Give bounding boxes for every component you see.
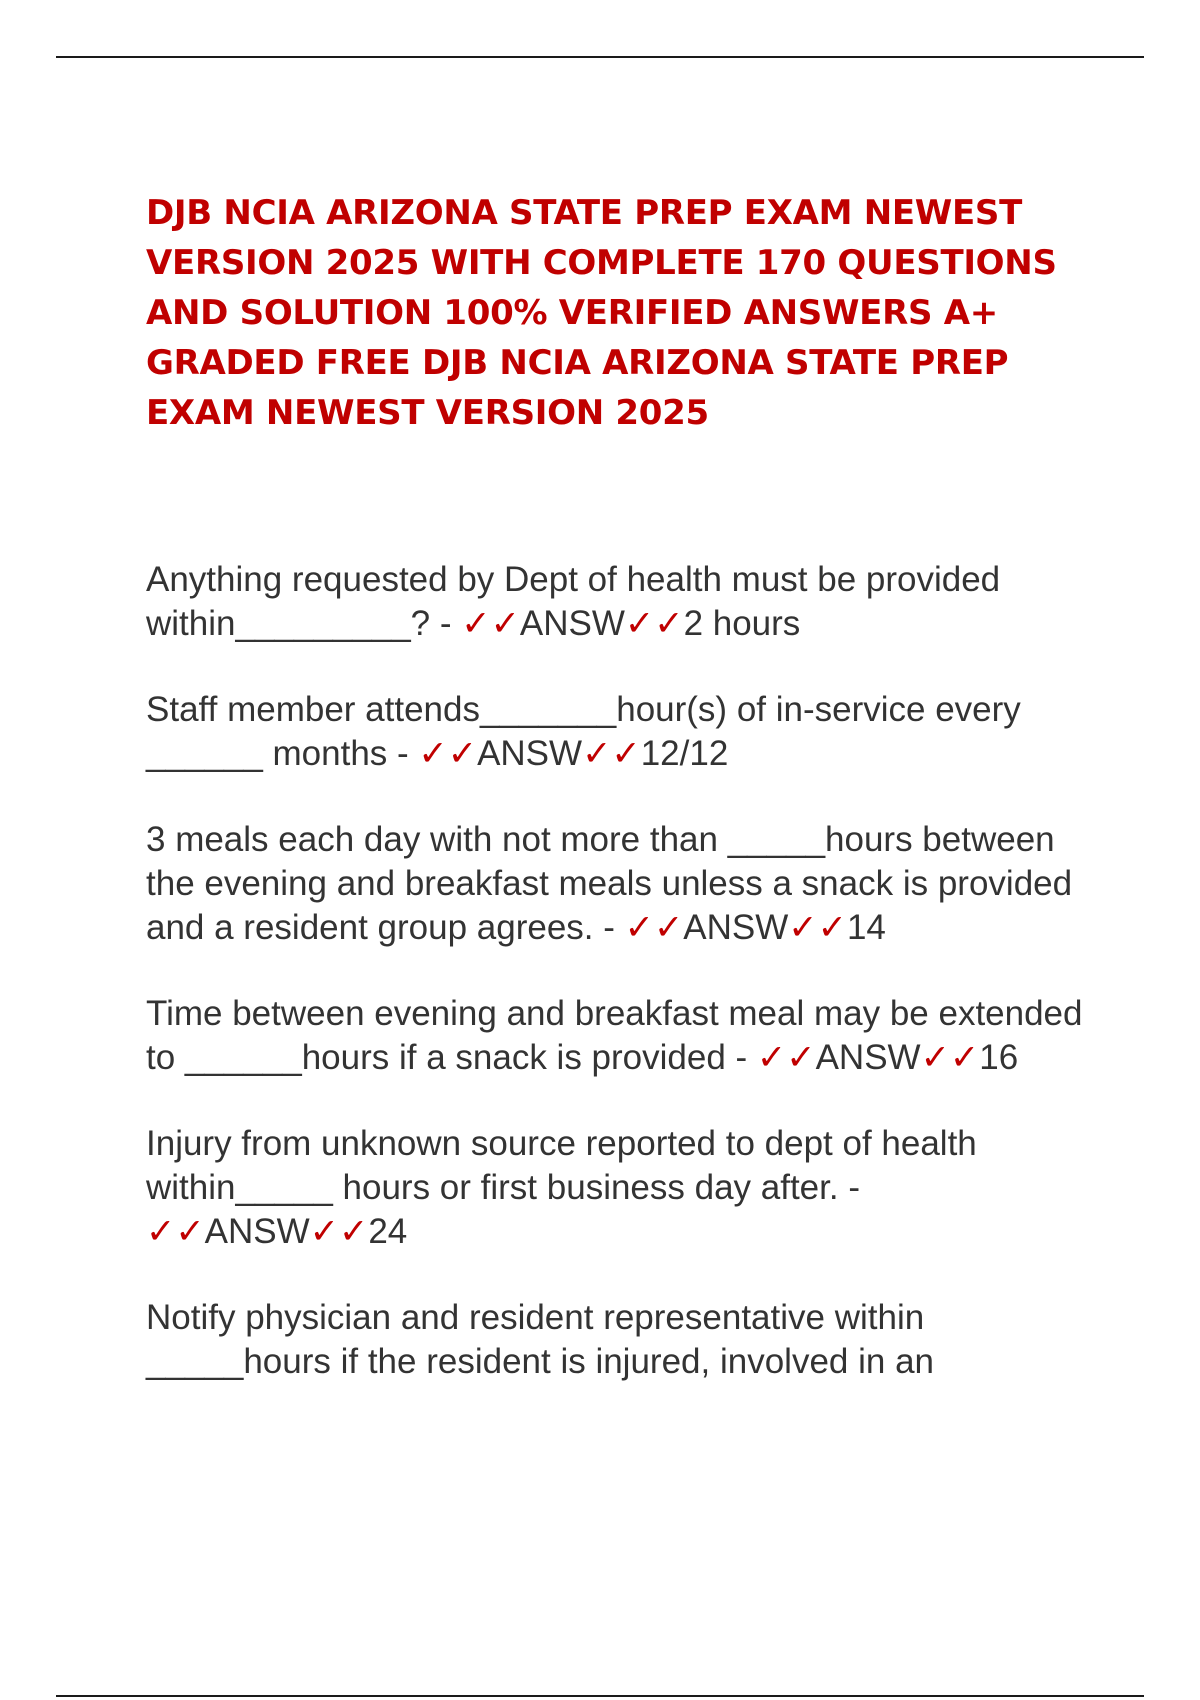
bottom-rule [56, 1695, 1144, 1697]
check-marks-icon: ✓✓ [920, 1038, 980, 1077]
question-text: Staff member attends_______hour(s) of in-service every ______ months - [146, 690, 1021, 773]
qa-item [146, 558, 1106, 646]
qa-item [146, 1122, 1106, 1254]
answer-text: 24 [368, 1212, 408, 1251]
top-rule [56, 56, 1144, 58]
answer-label: ANSW [477, 734, 583, 773]
answer-label: ANSW [815, 1038, 921, 1077]
check-marks-icon: ✓✓ [461, 604, 520, 643]
question-text: 3 meals each day with not more than _____hours between the evening and breakfast meals unless a snack is provided and a resident group agrees. - [146, 820, 1073, 947]
check-marks-icon: ✓✓ [418, 734, 478, 773]
question-text: Anything requested by Dept of health must be provided within_________? - [146, 560, 1001, 643]
answer-label: ANSW [204, 1212, 310, 1251]
check-marks-icon: ✓✓ [582, 734, 641, 773]
check-marks-icon: ✓✓ [309, 1212, 369, 1251]
qa-list [146, 558, 1106, 1426]
check-marks-icon: ✓✓ [146, 1212, 205, 1251]
check-marks-icon: ✓✓ [788, 908, 847, 947]
qa-item [146, 992, 1106, 1080]
question-text: Notify physician and resident representative within _____hours if the resident is injured, involved in an [146, 1298, 934, 1381]
check-marks-icon: ✓✓ [624, 604, 684, 643]
answer-label: ANSW [683, 908, 789, 947]
qa-item [146, 1296, 1106, 1384]
question-text: Time between evening and breakfast meal may be extended to ______hours if a snack is provided - [146, 994, 1083, 1077]
qa-item [146, 688, 1106, 776]
qa-item [146, 818, 1106, 950]
answer-label: ANSW [519, 604, 625, 643]
answer-text: 2 hours [683, 604, 801, 643]
answer-text: 14 [846, 908, 886, 947]
question-text: Injury from unknown source reported to dept of health within_____ hours or first business day after. - [146, 1124, 977, 1207]
answer-text: 16 [979, 1038, 1019, 1077]
document-title: DJB NCIA ARIZONA STATE PREP EXAM NEWEST VERSION 2025 WITH COMPLETE 170 QUESTIONS AND SOLUTION 100% VERIFIED ANSWERS A+ GRADED FREE DJB NCIA ARIZONA STATE PREP EXAM NEWEST VERSION 2025 [146, 193, 1057, 433]
check-marks-icon: ✓✓ [624, 908, 684, 947]
check-marks-icon: ✓✓ [756, 1038, 816, 1077]
answer-text: 12/12 [640, 734, 729, 773]
